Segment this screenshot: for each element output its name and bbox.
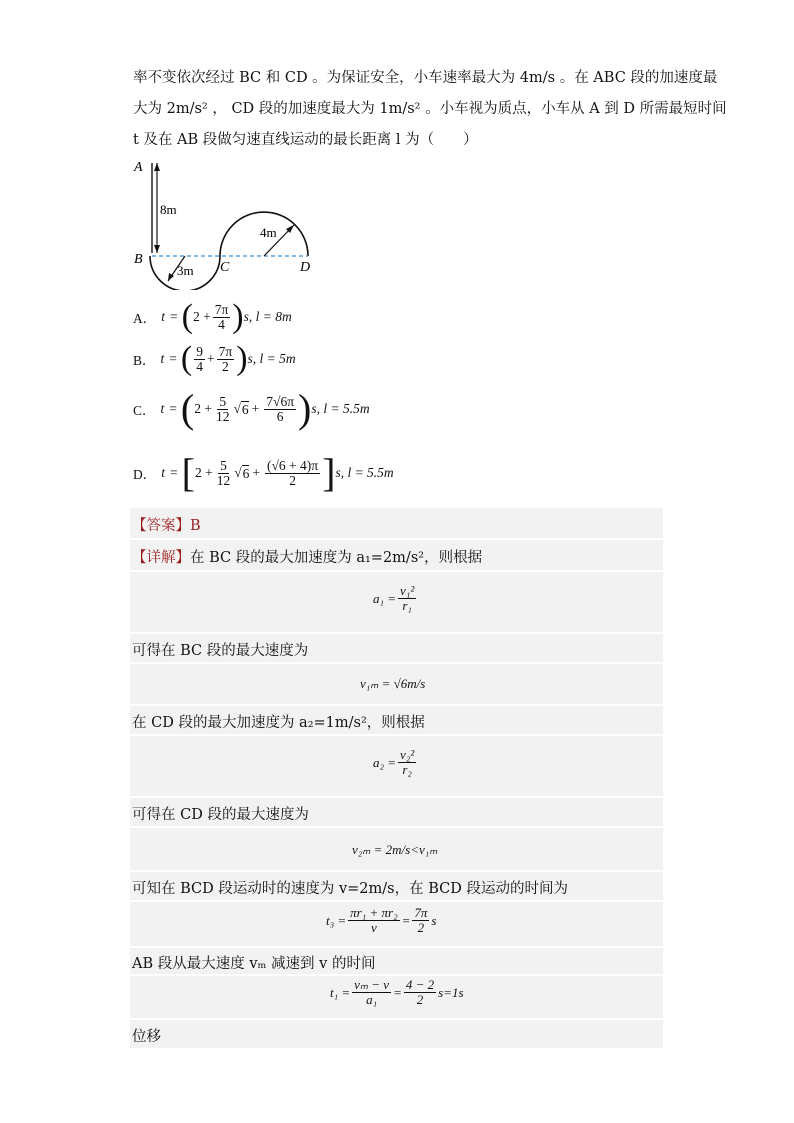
label-A: A bbox=[134, 160, 143, 175]
detail-row-3 bbox=[130, 706, 663, 734]
option-a-tail: s, l = 8m bbox=[243, 309, 292, 324]
option-c-plus: + bbox=[251, 401, 260, 416]
eq2: v₁ₘ = √6m/s bbox=[360, 676, 426, 691]
option-c-root: 6 bbox=[241, 401, 249, 417]
detail-row-1 bbox=[130, 540, 663, 570]
option-a-num: 7π bbox=[214, 301, 229, 317]
option-a-label: A． bbox=[133, 311, 157, 326]
option-d-const: 2 + bbox=[194, 465, 213, 480]
eq6-den2: 2 bbox=[416, 992, 424, 1007]
question-line-1: 率不变依次经过 BC 和 CD 。为保证安全，小车速率最大为 4m/s 。在 ABC 段的加速度最 bbox=[133, 70, 718, 86]
option-a-const: 2 + bbox=[192, 309, 211, 324]
radius-small: 3m bbox=[177, 263, 194, 278]
detail-label: 【详解】 bbox=[132, 550, 190, 566]
option-c-tail: s, l = 5.5m bbox=[311, 401, 370, 416]
eq5-den2: 2 bbox=[417, 920, 425, 935]
eq5-num2: 7π bbox=[414, 905, 428, 920]
eq6-lhs: t₁ = bbox=[330, 984, 351, 1000]
eq3-row bbox=[130, 736, 663, 796]
eq5-eq: = bbox=[401, 912, 411, 928]
eq6-eq: = bbox=[393, 984, 402, 1000]
option-d-num2: (√6 + 4)π bbox=[267, 457, 319, 473]
detail-text-3: 在 CD 段的最大加速度为 a₂=1m/s²，则根据 bbox=[132, 715, 425, 731]
eq3-den: r₂ bbox=[402, 762, 412, 777]
detail-row-7 bbox=[130, 1020, 663, 1048]
option-b-num1: 9 bbox=[196, 343, 203, 359]
option-d-plus: + bbox=[252, 465, 261, 480]
detail-text-1: 在 BC 段的最大加速度为 a₁=2m/s²，则根据 bbox=[190, 550, 483, 566]
eq6-row bbox=[130, 976, 663, 1018]
option-d-tail: s, l = 5.5m bbox=[335, 465, 394, 480]
option-d-den1: 12 bbox=[216, 472, 231, 488]
option-c-den2: 6 bbox=[276, 408, 284, 424]
option-b-tail: s, l = 5m bbox=[247, 351, 296, 366]
eq1-row bbox=[130, 572, 663, 632]
option-b-den1: 4 bbox=[196, 358, 203, 374]
option-d-root: 6 bbox=[242, 465, 250, 481]
label-B: B bbox=[134, 252, 143, 267]
eq5-lhs: t₃ = bbox=[326, 912, 347, 928]
option-b-label: B． bbox=[133, 353, 156, 368]
eq1-lhs: a₁ = bbox=[373, 590, 397, 606]
length-AB: 8m bbox=[160, 202, 177, 217]
detail-row-5 bbox=[130, 872, 663, 900]
option-d-num1: 5 bbox=[220, 457, 227, 473]
eq6-num2: 4 − 2 bbox=[405, 977, 435, 992]
option-b[interactable]: B． t = ( $\frac{9}{4}$ + $\frac{7\pi}{2}$ ) s, l = 5m bbox=[133, 340, 296, 377]
track-diagram bbox=[128, 155, 328, 290]
detail-row-4 bbox=[130, 798, 663, 826]
option-b-plus: + bbox=[206, 351, 215, 366]
radius-large: 4m bbox=[260, 225, 277, 240]
eq1-num: v₁² bbox=[400, 583, 415, 598]
option-a[interactable]: A． t = ( 2 + $\frac{7\pi}{4}$ ) s, l = 8m bbox=[133, 298, 292, 335]
option-c-num2: 7√6π bbox=[266, 393, 295, 409]
eq6-num: vₘ − v bbox=[354, 977, 390, 992]
option-d[interactable]: D． t = [ 2 + $\frac{5}{12}$ √ 6 + $\frac{(√6 + 4)\pi}{2}$ ] s, l = 5.5m bbox=[133, 450, 394, 495]
detail-text-6: AB 段从最大速度 vₘ 减速到 v 的时间 bbox=[132, 956, 376, 972]
question-line-2: 大为 2m/s² ， CD 段的加速度最大为 1m/s² 。小车视为质点，小车从 A 到 D 所需最短时间 bbox=[133, 101, 727, 117]
option-c-const: 2 + bbox=[194, 401, 212, 416]
eq6-unit: s=1s bbox=[438, 984, 464, 1000]
eq4-row bbox=[130, 828, 663, 870]
eq5-den: v bbox=[371, 920, 377, 935]
option-d-den2: 2 bbox=[289, 472, 296, 488]
eq5-unit: s bbox=[431, 912, 437, 928]
option-c-num1: 5 bbox=[219, 393, 227, 409]
detail-row-6 bbox=[130, 948, 663, 974]
detail-text-7: 位移 bbox=[132, 1029, 161, 1045]
detail-text-2: 可得在 BC 段的最大速度为 bbox=[132, 643, 309, 659]
option-b-num2: 7π bbox=[218, 343, 233, 359]
eq1-den: r₁ bbox=[402, 598, 412, 613]
option-c-den1: 12 bbox=[215, 408, 230, 424]
detail-text-5: 可知在 BCD 段运动时的速度为 v=2m/s，在 BCD 段运动的时间为 bbox=[132, 881, 568, 897]
eq3-num: v₂² bbox=[400, 747, 415, 762]
eq4: v₂ₘ = 2m/s<v₁ₘ bbox=[352, 842, 438, 857]
option-b-den2: 2 bbox=[222, 358, 229, 374]
detail-text-4: 可得在 CD 段的最大速度为 bbox=[132, 807, 309, 823]
label-C: C bbox=[220, 260, 230, 275]
detail-row-2 bbox=[130, 634, 663, 662]
eq3-lhs: a₂ = bbox=[373, 754, 397, 770]
answer-label: 【答案】 bbox=[132, 518, 190, 534]
option-c-label: C． bbox=[133, 403, 156, 418]
option-d-label: D． bbox=[133, 467, 157, 482]
option-c[interactable]: C． t = ( 2 + $\frac{5}{12}$ √ 6 + $\frac{7√6\pi}{6}$ ) s, l = 5.5m bbox=[133, 386, 370, 431]
option-a-den: 4 bbox=[218, 316, 225, 332]
eq6-den: a₁ bbox=[366, 992, 378, 1007]
label-D: D bbox=[300, 260, 311, 275]
eq2-row bbox=[130, 664, 663, 704]
eq5-row bbox=[130, 902, 663, 946]
answer-value: B bbox=[190, 518, 201, 534]
eq5-num: πr₁ + πr₂ bbox=[350, 905, 398, 920]
answer-row bbox=[130, 508, 663, 538]
question-line-3: t 及在 AB 段做匀速直线运动的最长距离 l 为（ ） bbox=[133, 132, 478, 148]
